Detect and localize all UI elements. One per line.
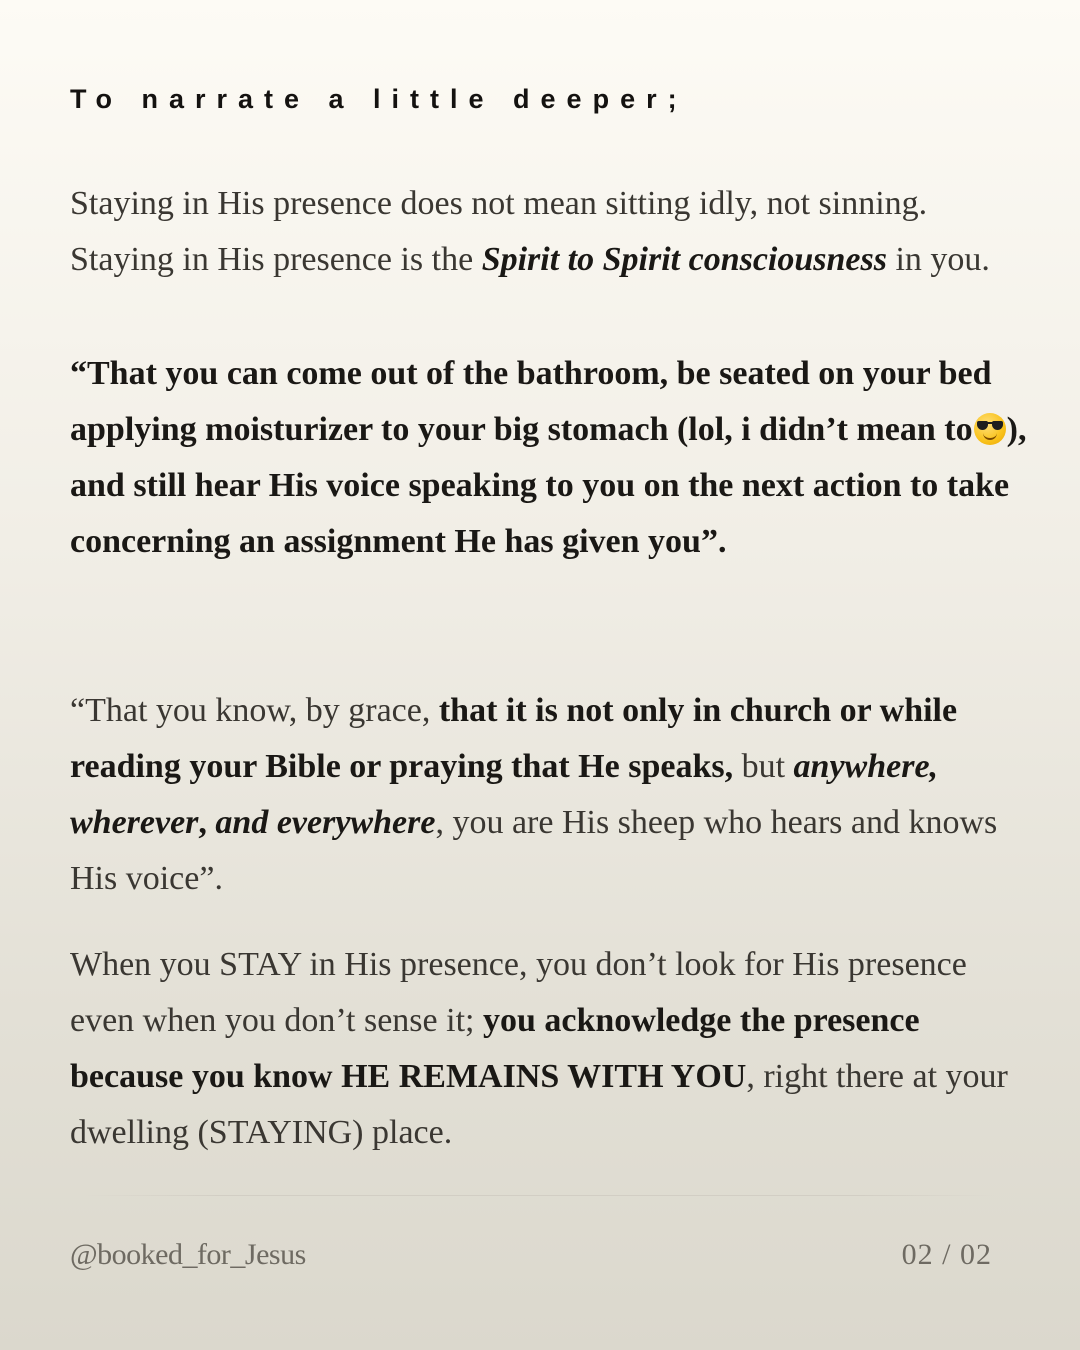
paragraph-text: , you are His sheep who hears and knows His voice”. (70, 804, 998, 897)
paragraph-stay-presence (70, 937, 1030, 1161)
paragraph-text: in you. (886, 241, 990, 278)
paragraph-text: but (733, 748, 794, 785)
emphasis-text: Spirit to Spirit consciousness (481, 241, 887, 278)
paragraph-quote-bathroom (70, 346, 1030, 570)
paragraph-text: , right there at your dwelling (STAYING) place. (70, 1058, 1008, 1151)
paragraph-presence-definition (70, 176, 1030, 288)
bold-text: you acknowledge the presence because you know HE REMAINS WITH YOU (70, 1002, 920, 1095)
heading: To narrate a little deeper; (70, 84, 688, 114)
italic-text: wherever (70, 804, 199, 841)
page-indicator: 02 / 02 (901, 1238, 992, 1271)
paragraph-text: “That you know, by grace, (70, 692, 439, 729)
italic-text: anywhere, (793, 748, 939, 785)
bold-text: that it is not only in church or while reading your Bible or praying that He speaks, (70, 692, 958, 785)
footer-divider (85, 1195, 995, 1196)
bold-text: , (198, 804, 216, 841)
smiling-face-with-sunglasses-icon (974, 413, 1006, 445)
author-handle: @booked_for_Jesus (70, 1238, 306, 1271)
italic-text: and everywhere (215, 804, 436, 841)
quote-text: ), and still hear His voice speaking to you on the next action to take concerning an assignment He has given you”. (70, 411, 1027, 560)
paragraph-text: When you STAY in His presence, you don’t look for His presence even when you don’t sense it; (70, 946, 967, 1039)
paragraph-text: Staying in His presence does not mean sitting idly, not sinning. (70, 185, 928, 222)
paragraph-quote-grace (70, 683, 1030, 907)
paragraph-text: Staying in His presence is the (70, 241, 482, 278)
quote-text: “That you can come out of the bathroom, be seated on your bed applying moisturizer to your big stomach (lol, i didn’t mean to (70, 355, 992, 448)
